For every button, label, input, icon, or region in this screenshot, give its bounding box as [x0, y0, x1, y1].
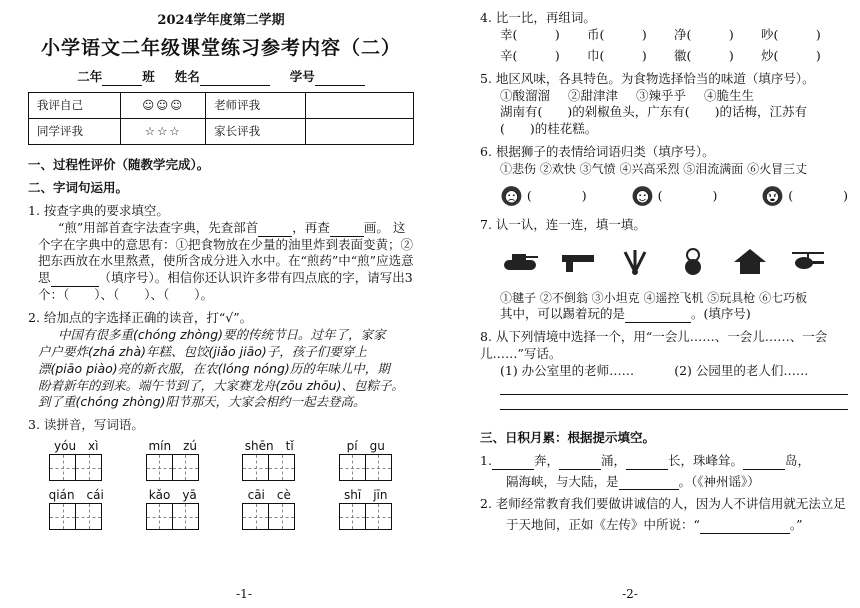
smiley-faces-icon[interactable]: ☺☺☺	[121, 93, 206, 119]
toy-images-row	[480, 244, 848, 278]
lion-happy-icon	[631, 181, 654, 211]
id-label: 学号	[289, 69, 315, 85]
q7-line	[480, 306, 848, 323]
pinyin-grid	[28, 438, 414, 530]
q9-blank-1[interactable]	[492, 469, 534, 470]
parent-eval-cell[interactable]	[306, 119, 414, 145]
pinyin-text: mín zú	[148, 439, 198, 454]
q8-options	[480, 363, 848, 380]
q10-tail: 。”	[789, 517, 803, 533]
tumbler-doll-icon[interactable]	[673, 246, 713, 276]
writing-box[interactable]	[49, 503, 76, 530]
q7-options: ①毽子 ②不倒翁 ③小坦克 ④遥控飞机 ⑤玩具枪 ⑥七巧板	[500, 291, 808, 306]
q5-title: 5. 地区风味，各具特色。为食物选择恰当的味道（填序号）。	[480, 70, 815, 86]
writing-box[interactable]	[242, 503, 269, 530]
flavor-option: ③辣乎乎	[636, 87, 687, 103]
q4-title: 4. 比一比，再组词。	[480, 10, 596, 25]
q9-blank-3[interactable]	[626, 469, 668, 470]
tank-icon[interactable]	[500, 246, 540, 276]
passage-line[interactable]: 中国有很多重(chóng zhòng)要的传统节日。过年了，家家	[58, 326, 386, 342]
shuttlecock-icon[interactable]	[615, 246, 655, 276]
pinyin-item	[125, 438, 222, 481]
main-title: 小学语文二年级课堂练习参考内容（二）	[40, 36, 401, 59]
q6-blank-2[interactable]: ( )	[657, 187, 718, 203]
q5-options	[480, 88, 848, 105]
writing-box[interactable]	[268, 503, 295, 530]
self-eval-label: 我评自己	[29, 93, 121, 119]
q10-blank[interactable]	[700, 533, 790, 534]
writing-box[interactable]	[146, 454, 173, 481]
pinyin-item	[125, 487, 222, 530]
q4-row-1	[480, 27, 848, 44]
q1-body	[28, 220, 414, 304]
writing-box[interactable]	[75, 503, 102, 530]
pinyin-text: kǎo yā	[148, 488, 197, 503]
section-3-heading: 三、日积月累：根据提示填空。	[480, 429, 656, 445]
lion-faces-row	[480, 181, 848, 211]
word-pair-item[interactable]: 吵( )	[761, 26, 821, 42]
q8-option-2[interactable]: (2) 公园里的老人们……	[674, 362, 809, 378]
pinyin-item	[318, 438, 415, 481]
q9-text-d: 长，珠峰耸。	[667, 452, 743, 468]
pinyin-item	[221, 487, 318, 530]
evaluation-table	[28, 92, 414, 145]
q5-line-2[interactable]: ( )的桂花糕。	[500, 121, 598, 137]
q9-line2-text: 隔海峡，与大陆，是	[506, 473, 619, 489]
q9-blank-5[interactable]	[619, 489, 679, 490]
q8-title: 8. 从下列情境中选择一个，用“一会儿……、一会儿……、一会儿……”写话。	[480, 329, 828, 361]
grade-blank[interactable]	[102, 85, 142, 86]
passage-line[interactable]: 盼着新年的到来。端午节到了，大家赛龙舟(zōu zhōu)、包粽子。	[38, 377, 404, 393]
teacher-eval-cell[interactable]	[306, 93, 414, 119]
grade-label: 二年	[77, 69, 103, 85]
writing-box[interactable]	[172, 454, 199, 481]
word-pair-item[interactable]: 辛( )	[500, 47, 560, 63]
pinyin-text: shēn tǐ	[244, 439, 294, 454]
word-pair-item[interactable]: 炒( )	[761, 47, 821, 63]
q1-text-e: （填序号）。相信你还认识许多带有四点底的字，请写出3个：（ ）、（ ）、（ ）。	[38, 270, 413, 303]
q9-text-c: 涌，	[600, 452, 626, 468]
word-pair-item[interactable]: 币( )	[587, 26, 647, 42]
pinyin-item	[28, 438, 125, 481]
stars-icon[interactable]: ☆☆☆	[121, 119, 206, 145]
q1-title: 1. 按查字典的要求填空。	[28, 202, 169, 218]
q3-title: 3. 读拼音，写词语。	[28, 417, 144, 433]
name-blank[interactable]	[200, 85, 270, 86]
q1-text-a: “煎”用部首查字法查字典，先查部首	[58, 219, 259, 235]
answer-line-1[interactable]	[500, 394, 848, 395]
writing-box[interactable]	[49, 454, 76, 481]
pinyin-text: pí gu	[346, 439, 385, 454]
q1-text-b: ，再查	[292, 219, 330, 235]
q5-line-1[interactable]: 湖南有( )的剁椒鱼头，广东有( )的话梅，江苏有	[500, 104, 808, 120]
word-pair-item[interactable]: 净( )	[674, 26, 734, 42]
student-info-row	[28, 69, 414, 86]
q9-num: 1.	[480, 452, 492, 468]
writing-box[interactable]	[268, 454, 295, 481]
tangram-icon[interactable]	[730, 246, 770, 276]
rc-helicopter-icon[interactable]	[788, 246, 828, 276]
writing-box[interactable]	[146, 503, 173, 530]
q7-title: 7. 认一认，连一连，填一填。	[480, 217, 646, 233]
page-number-2: -2-	[622, 586, 638, 601]
q10-line-1: 2. 老师经常教育我们要做讲诚信的人，因为人不讲信用就无法立足	[480, 496, 846, 512]
q9-text-b: 奔，	[533, 452, 559, 468]
name-label: 姓名	[174, 69, 200, 85]
q1-text-d: 这个字在字典中的意思有：①把食物放在少量的油里炸到表面变黄；②把东西放在水里熬煮，使所含成分进入水中。在“煎药”中“煎”应选意思	[38, 219, 414, 286]
peer-eval-label: 同学评我	[29, 119, 121, 145]
q9-blank-2[interactable]	[559, 469, 601, 470]
q1-text-c: 画。	[363, 219, 389, 235]
toy-gun-icon[interactable]	[558, 246, 598, 276]
id-blank[interactable]	[315, 85, 365, 86]
q6-blank-3[interactable]: ( )	[788, 187, 849, 203]
section-2-heading: 二、字词句运用。	[28, 179, 129, 195]
answer-line-2[interactable]	[500, 409, 848, 410]
pinyin-text: cāi cè	[247, 488, 291, 503]
word-pair-item[interactable]: 巾( )	[587, 47, 647, 63]
q7-line-tail: 。(填序号)	[691, 306, 751, 322]
q6-blank-1[interactable]: ( )	[526, 187, 587, 203]
flavor-option: ④脆生生	[704, 87, 755, 103]
writing-box[interactable]	[339, 454, 366, 481]
q6-options: ①悲伤 ②欢快 ③气愤 ④兴高采烈 ⑤泪流满面 ⑥火冒三丈	[500, 162, 808, 176]
writing-box[interactable]	[75, 454, 102, 481]
word-pair-item[interactable]: 徽( )	[674, 47, 734, 63]
q7-answer-blank[interactable]	[625, 322, 691, 323]
page-number-1: -1-	[236, 586, 252, 601]
flavor-option: ②甜津津	[568, 87, 619, 103]
passage-line[interactable]: 到了重(chóng zhòng)阳节那天，大家会相约一起去登高。	[38, 394, 366, 410]
q7-line-text: 其中，可以踢着玩的是	[500, 306, 626, 322]
q2-title: 2. 给加点的字选择正确的读音，打“√”。	[28, 310, 253, 326]
q10-line2-text: 于天地间，正如《左传》中所说：“	[506, 517, 700, 533]
teacher-eval-label: 老师评我	[206, 93, 306, 119]
q8-option-1[interactable]: (1) 办公室里的老师……	[500, 362, 635, 378]
q10-line-2	[480, 517, 848, 534]
writing-box[interactable]	[365, 454, 392, 481]
passage-line[interactable]: 漂(piāo piào)亮的新衣服，在农(lóng nóng)历的年味儿中，期	[38, 360, 390, 376]
q6-title: 6. 根据狮子的表情给词语归类（填序号）。	[480, 144, 715, 160]
year-title: 2024学年度第二学期	[157, 13, 285, 28]
writing-box[interactable]	[172, 503, 199, 530]
pinyin-item	[221, 438, 318, 481]
pinyin-text: qián cái	[48, 488, 104, 503]
pinyin-text: shī jīn	[344, 488, 388, 503]
q9-text-e: 岛，	[784, 452, 810, 468]
writing-box[interactable]	[365, 503, 392, 530]
writing-box[interactable]	[242, 454, 269, 481]
q9-line2-tail: 。（《神州谣》）	[678, 473, 760, 489]
q9-blank-4[interactable]	[743, 469, 785, 470]
passage-line[interactable]: 户户要炸(zhá zhà)年糕、包饺(jiǎo jiāo)子，孩子们要穿上	[38, 343, 367, 359]
section-1-heading: 一、过程性评价（随教学完成）。	[28, 157, 210, 173]
parent-eval-label: 家长评我	[206, 119, 306, 145]
pinyin-item	[318, 487, 415, 530]
class-label: 班	[142, 69, 155, 85]
lion-angry-icon	[761, 181, 784, 211]
flavor-option: ①酸溜溜	[500, 87, 551, 103]
q2-passage	[28, 327, 414, 411]
page-2	[440, 0, 860, 608]
q4-row-2	[480, 48, 848, 65]
writing-box[interactable]	[339, 503, 366, 530]
word-pair-item[interactable]: 幸( )	[500, 26, 560, 42]
pinyin-item	[28, 487, 125, 530]
pinyin-text: yóu xì	[54, 439, 99, 454]
q9-line-1	[480, 453, 848, 470]
lion-sad-icon	[500, 181, 523, 211]
q9-line-2	[480, 474, 848, 491]
